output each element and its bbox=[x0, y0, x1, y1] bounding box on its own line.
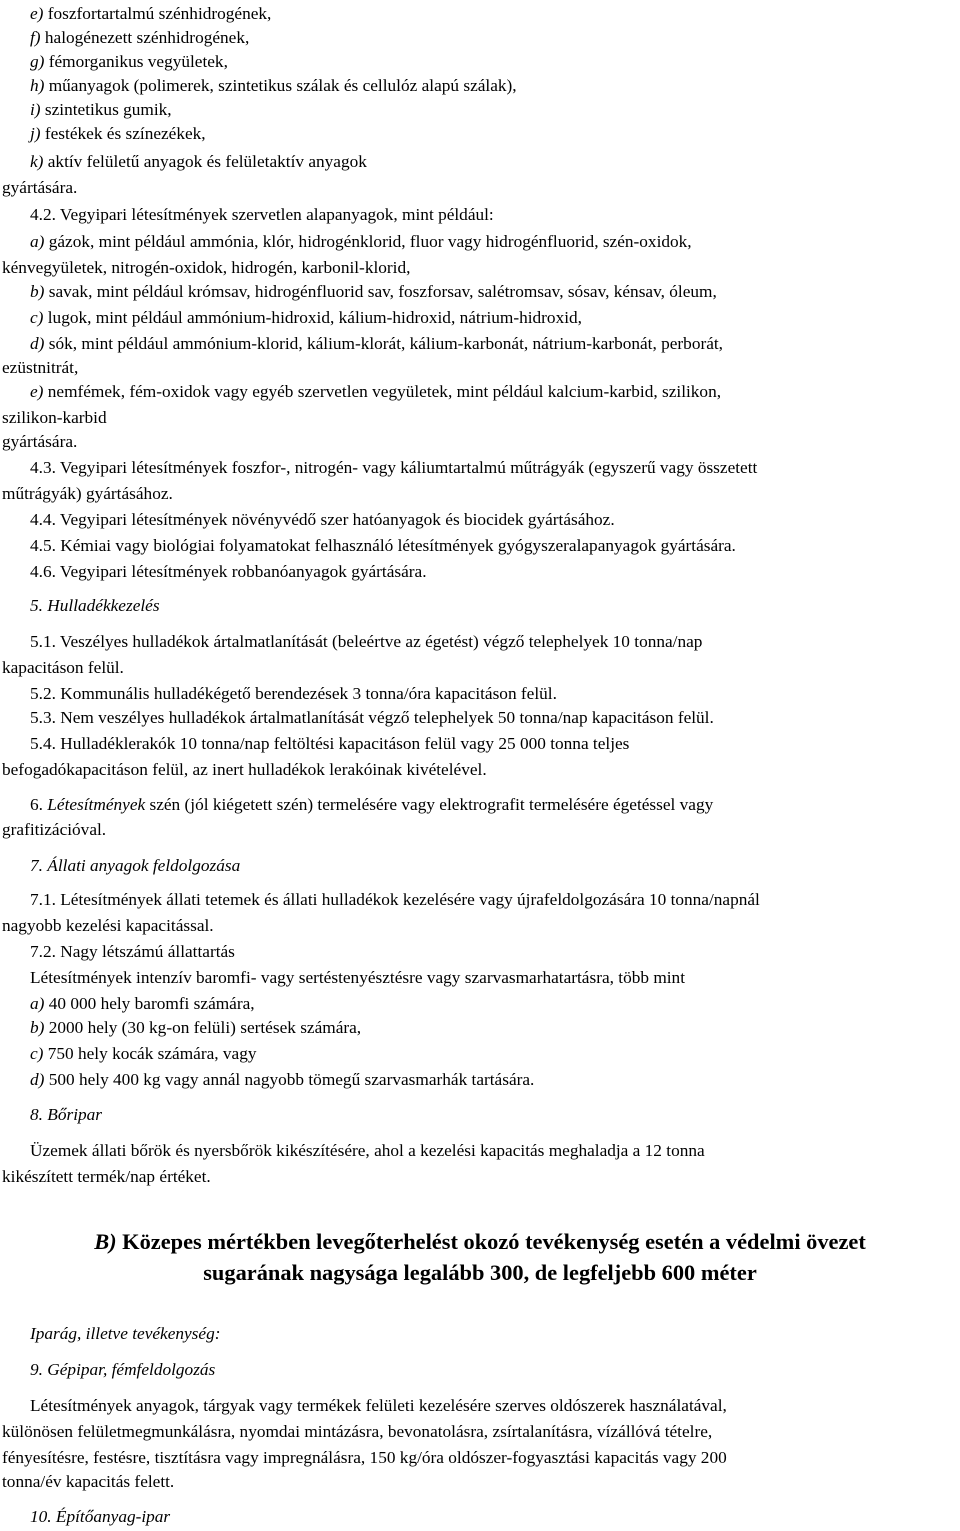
section-heading-10: 10. Építőanyag-ipar bbox=[30, 1507, 171, 1526]
paragraph-text: műtrágyák) gyártásához. bbox=[2, 484, 173, 503]
section-heading-5: 5. Hulladékkezelés bbox=[30, 596, 160, 615]
paragraph-text: gyártására. bbox=[2, 178, 78, 197]
list-item: b) 2000 hely (30 kg-on felüli) sertések számára, bbox=[30, 1018, 362, 1037]
list-item: k) aktív felületű anyagok és felületaktív anyagok bbox=[30, 152, 367, 171]
paragraph-text: befogadókapacitáson felül, az inert hulladékok lerakóinak kivételével. bbox=[2, 760, 487, 779]
paragraph-text: kapacitáson felül. bbox=[2, 658, 124, 677]
paragraph-5-2: 5.2. Kommunális hulladékégető berendezések 3 tonna/óra kapacitáson felül. bbox=[30, 684, 557, 703]
paragraph-text: Létesítmények intenzív baromfi- vagy sertéstenyésztésre vagy szarvasmarhatartásra, több mint bbox=[30, 968, 685, 987]
section-heading-8: 8. Bőripar bbox=[30, 1105, 103, 1124]
paragraph-6: 6. Létesítmények szén (jól kiégetett szén) termelésére vagy elektrografit termelésére égetéssel vagy bbox=[30, 795, 714, 814]
paragraph-text: nagyobb kezelési kapacitással. bbox=[2, 916, 214, 935]
paragraph-text: tonna/év kapacitás felett. bbox=[2, 1472, 175, 1491]
paragraph-4-4: 4.4. Vegyipari létesítmények növényvédő szer hatóanyagok és biocidek gyártásához. bbox=[30, 510, 615, 529]
list-item: i) szintetikus gumik, bbox=[30, 100, 172, 119]
list-item: h) műanyagok (polimerek, szintetikus szálak és cellulóz alapú szálak), bbox=[30, 76, 517, 95]
subheading-ipar: Iparág, illetve tevékenység: bbox=[30, 1324, 221, 1343]
list-item: d) sók, mint például ammónium-klorid, kálium-klorát, kálium-karbonát, nátrium-karbonát, perborát, bbox=[30, 334, 724, 353]
paragraph-7-1: 7.1. Létesítmények állati tetemek és állati hulladékok kezelésére vagy újrafeldolgozására 10 tonna/napnál bbox=[30, 890, 760, 909]
list-item: b) savak, mint például krómsav, hidrogénfluorid sav, foszforsav, salétromsav, sósav, kénsav, óleum, bbox=[30, 282, 717, 301]
paragraph-4-3: 4.3. Vegyipari létesítmények foszfor-, nitrogén- vagy káliumtartalmú műtrágyák (egyszerű vagy összetett bbox=[30, 458, 758, 477]
list-item: j) festékek és színezékek, bbox=[30, 124, 206, 143]
section-heading-b: B) Közepes mértékben levegőterhelést okozó tevékenység esetén a védelmi övezet bbox=[94, 1229, 866, 1254]
section-heading-7: 7. Állati anyagok feldolgozása bbox=[30, 856, 241, 875]
list-item: a) gázok, mint például ammónia, klór, hidrogénklorid, fluor vagy hidrogénfluorid, szén-oxidok, bbox=[30, 232, 692, 251]
paragraph-text: kikészített termék/nap értéket. bbox=[2, 1167, 211, 1186]
paragraph-9: Létesítmények anyagok, tárgyak vagy termékek felületi kezelésére szerves oldószerek használatával, bbox=[30, 1396, 727, 1415]
paragraph-text: szilikon-karbid bbox=[2, 408, 107, 427]
paragraph-8: Üzemek állati bőrök és nyersbőrök kikészítésére, ahol a kezelési kapacitás meghaladja a 12 tonna bbox=[30, 1141, 705, 1160]
paragraph-4-6: 4.6. Vegyipari létesítmények robbanóanyagok gyártására. bbox=[30, 562, 427, 581]
list-item: e) nemfémek, fém-oxidok vagy egyéb szervetlen vegyületek, mint például kalcium-karbid, szilikon, bbox=[30, 382, 722, 401]
paragraph-5-3: 5.3. Nem veszélyes hulladékok ártalmatlanítását végző telephelyek 50 tonna/nap kapacitáson felül. bbox=[30, 708, 714, 727]
list-item: c) lugok, mint például ammónium-hidroxid, kálium-hidroxid, nátrium-hidroxid, bbox=[30, 308, 582, 327]
list-item: f) halogénezett szénhidrogének, bbox=[30, 28, 250, 47]
paragraph-4-2: 4.2. Vegyipari létesítmények szervetlen alapanyagok, mint például: bbox=[30, 205, 494, 224]
section-heading-9: 9. Gépipar, fémfeldolgozás bbox=[30, 1360, 216, 1379]
paragraph-text: kénvegyületek, nitrogén-oxidok, hidrogén, karbonil-klorid, bbox=[2, 258, 411, 277]
paragraph-text: gyártására. bbox=[2, 432, 78, 451]
paragraph-text: különösen felületmegmunkálásra, nyomdai mintázásra, bevonatolásra, zsírtalanításra, vízállóvá tételre, bbox=[2, 1422, 713, 1441]
paragraph-4-5: 4.5. Kémiai vagy biológiai folyamatokat felhasználó létesítmények gyógyszeralapanyagok gyártására. bbox=[30, 536, 736, 555]
section-heading-b-line2: sugarának nagysága legalább 300, de legfeljebb 600 méter bbox=[203, 1260, 757, 1285]
paragraph-7-2: 7.2. Nagy létszámú állattartás bbox=[30, 942, 235, 961]
paragraph-5-1: 5.1. Veszélyes hulladékok ártalmatlanítását (beleértve az égetést) végző telephelyek 10 tonna/nap bbox=[30, 632, 703, 651]
paragraph-text: ezüstnitrát, bbox=[2, 358, 79, 377]
paragraph-text: fényesítésre, festésre, tisztításra vagy impregnálásra, 150 kg/óra oldószer-fogyasztási kapacitás vagy 200 bbox=[2, 1448, 727, 1467]
paragraph-text: grafitizációval. bbox=[2, 820, 107, 839]
list-item: a) 40 000 hely baromfi számára, bbox=[30, 994, 255, 1013]
list-item: d) 500 hely 400 kg vagy annál nagyobb tömegű szarvasmarhák tartására. bbox=[30, 1070, 535, 1089]
list-item: c) 750 hely kocák számára, vagy bbox=[30, 1044, 257, 1063]
list-item: e) foszfortartalmú szénhidrogének, bbox=[30, 4, 272, 23]
list-item: g) fémorganikus vegyületek, bbox=[30, 52, 228, 71]
paragraph-5-4: 5.4. Hulladéklerakók 10 tonna/nap feltöltési kapacitáson felül vagy 25 000 tonna teljes bbox=[30, 734, 630, 753]
